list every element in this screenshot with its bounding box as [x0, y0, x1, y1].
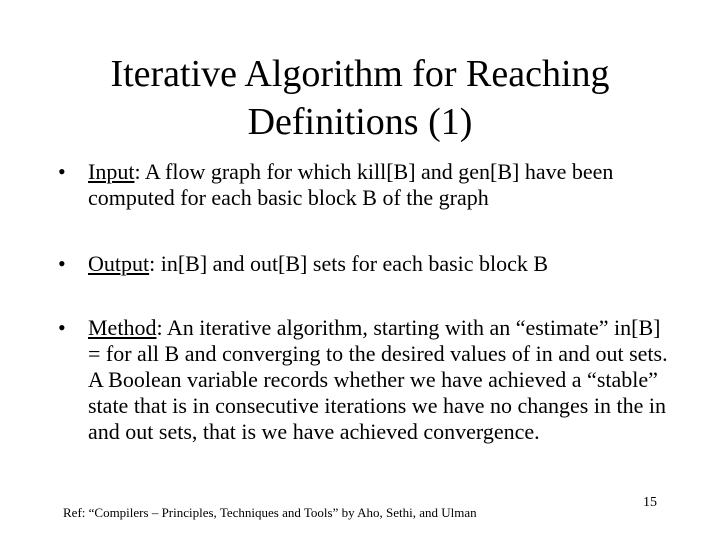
- bullet-label-output: Output: [88, 251, 150, 276]
- bullet-label-method: Method: [88, 315, 157, 340]
- bullet-text-output: : in[B] and out[B] sets for each basic block B: [149, 251, 549, 276]
- bullet-text-method: : An iterative algorithm, starting with an “estimate” in[B] = for all B and converging to the desired values of in and out sets. A Boolean variable records whether we have achieved a “stable” state that is in consecutive iterations we have no changes in the in and out sets, that is we have achieved convergence.: [88, 315, 668, 444]
- slide-title: Iterative Algorithm for Reaching Definitions (1): [110, 53, 610, 143]
- bullet-icon: •: [58, 159, 66, 184]
- bullet-output: [56, 251, 676, 277]
- reference-footnote: Ref: “Compilers – Principles, Techniques and Tools” by Aho, Sethi, and Ulman: [63, 505, 477, 520]
- bullet-text-input: : A flow graph for which kill[B] and gen[B] have been computed for each basic block B of the graph: [88, 159, 614, 210]
- bullet-method: [56, 315, 676, 445]
- bullet-list: [56, 159, 676, 445]
- page-number: 15: [643, 495, 657, 510]
- bullet-input: [56, 159, 676, 211]
- bullet-label-input: Input: [88, 159, 135, 184]
- bullet-icon: •: [58, 251, 66, 276]
- bullet-icon: •: [58, 315, 66, 340]
